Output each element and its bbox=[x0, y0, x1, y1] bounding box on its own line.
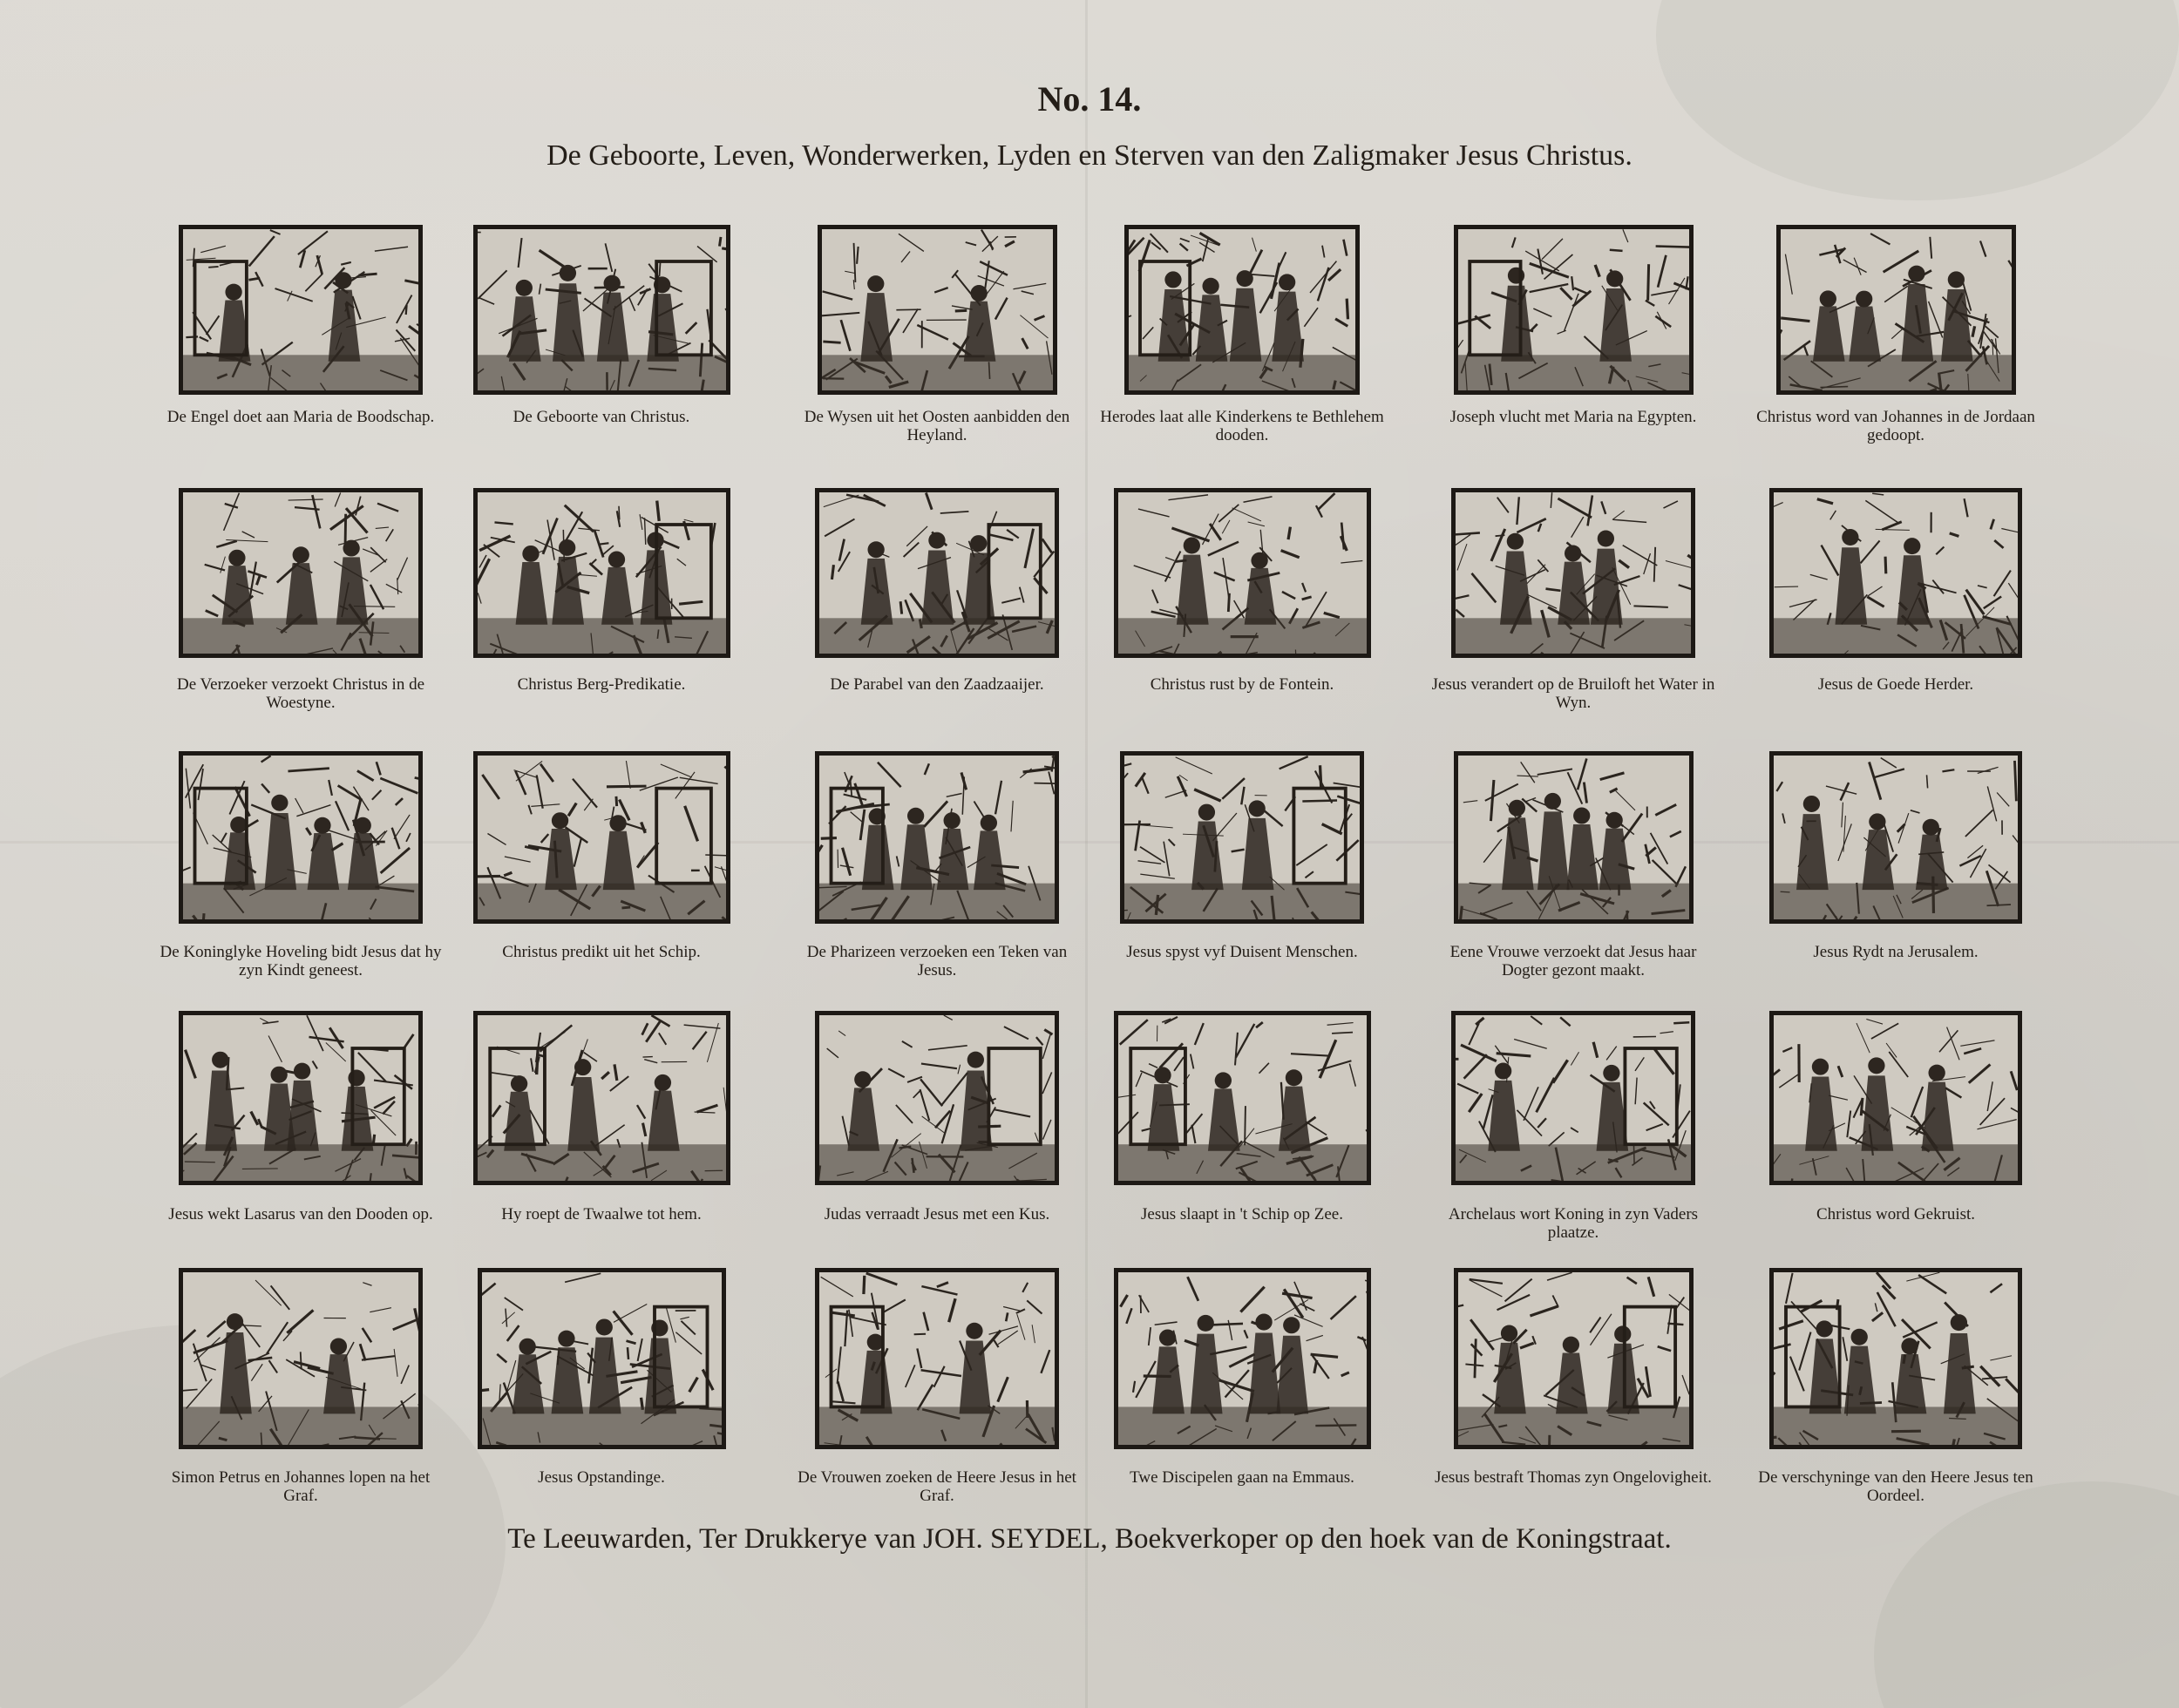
woodcut-caption: De verschyninge van den Heere Jesus ten Oordeel. bbox=[1758, 1468, 2033, 1505]
woodcut-caption: Jesus Opstandinge. bbox=[538, 1468, 665, 1487]
woodcut-engraving bbox=[822, 229, 1053, 390]
woodcut-image bbox=[815, 1011, 1059, 1185]
woodcut-image bbox=[1454, 1268, 1694, 1449]
woodcut-image bbox=[815, 488, 1059, 658]
woodcut-image bbox=[473, 488, 730, 658]
woodcut-image bbox=[179, 225, 423, 395]
woodcut-caption: Archelaus wort Koning in zyn Vaders plaatze. bbox=[1448, 1205, 1699, 1242]
woodcut-image bbox=[1114, 488, 1371, 658]
woodcut-image bbox=[473, 751, 730, 924]
woodcut-caption: Jesus Rydt na Jerusalem. bbox=[1813, 943, 1979, 961]
woodcut-caption: Christus Berg-Predikatie. bbox=[517, 675, 686, 694]
woodcut-image bbox=[478, 1268, 726, 1449]
woodcut-engraving bbox=[1456, 1015, 1691, 1181]
woodcut-caption: Judas verraadt Jesus met een Kus. bbox=[824, 1205, 1050, 1223]
woodcut-engraving bbox=[1774, 756, 2018, 919]
fold-line-vertical bbox=[1085, 0, 1088, 1708]
woodcut-engraving bbox=[183, 1015, 418, 1181]
woodcut-image bbox=[1451, 1011, 1695, 1185]
woodcut-engraving bbox=[819, 492, 1055, 654]
woodcut-engraving bbox=[1458, 1272, 1689, 1445]
woodcut-engraving bbox=[1118, 492, 1367, 654]
woodcut-caption: Christus word Gekruist. bbox=[1816, 1205, 1976, 1223]
woodcut-caption: Joseph vlucht met Maria na Egypten. bbox=[1449, 408, 1697, 426]
woodcut-caption: De Verzoeker verzoekt Christus in de Woestyne. bbox=[176, 675, 425, 712]
woodcut-caption: De Koninglyke Hoveling bidt Jesus dat hy zyn Kindt geneest. bbox=[160, 943, 442, 979]
woodcut-engraving bbox=[183, 1272, 418, 1445]
paper-stain bbox=[1874, 1481, 2179, 1708]
woodcut-engraving bbox=[183, 492, 418, 654]
woodcut-caption: De Vrouwen zoeken de Heere Jesus in het Graf. bbox=[798, 1468, 1076, 1505]
woodcut-engraving bbox=[1458, 756, 1689, 919]
woodcut-caption: Jesus spyst vyf Duisent Menschen. bbox=[1126, 943, 1358, 961]
woodcut-engraving bbox=[819, 1015, 1055, 1181]
woodcut-caption: Jesus wekt Lasarus van den Dooden op. bbox=[168, 1205, 433, 1223]
woodcut-image bbox=[1454, 225, 1694, 395]
woodcut-engraving bbox=[1118, 1015, 1367, 1181]
woodcut-engraving bbox=[1781, 229, 2012, 390]
woodcut-caption: Jesus verandert op de Bruiloft het Water in Wyn. bbox=[1431, 675, 1715, 712]
woodcut-image bbox=[1769, 1011, 2022, 1185]
printer-imprint: Te Leeuwarden, Ter Drukkerye van JOH. SEYDEL, Boekverkoper op den hoek van de Koningstraat. bbox=[507, 1523, 1672, 1555]
woodcut-engraving bbox=[478, 756, 726, 919]
woodcut-image bbox=[815, 751, 1059, 924]
woodcut-image bbox=[1124, 225, 1360, 395]
woodcut-engraving bbox=[1774, 492, 2018, 654]
woodcut-image bbox=[1114, 1011, 1371, 1185]
woodcut-caption: Eene Vrouwe verzoekt dat Jesus haar Dogter gezont maakt. bbox=[1449, 943, 1697, 979]
woodcut-caption: Simon Petrus en Johannes lopen na het Graf. bbox=[171, 1468, 431, 1505]
woodcut-engraving bbox=[1458, 229, 1689, 390]
woodcut-caption: Hy roept de Twaalwe tot hem. bbox=[501, 1205, 702, 1223]
woodcut-caption: Jesus de Goede Herder. bbox=[1817, 675, 1974, 694]
woodcut-image bbox=[1120, 751, 1364, 924]
woodcut-caption: Jesus bestraft Thomas zyn Ongelovigheit. bbox=[1435, 1468, 1712, 1487]
woodcut-engraving bbox=[1124, 756, 1360, 919]
woodcut-engraving bbox=[1456, 492, 1691, 654]
woodcut-engraving bbox=[478, 1015, 726, 1181]
woodcut-engraving bbox=[482, 1272, 722, 1445]
woodcut-caption: Christus predikt uit het Schip. bbox=[502, 943, 701, 961]
woodcut-engraving bbox=[183, 756, 418, 919]
woodcut-image bbox=[818, 225, 1057, 395]
woodcut-engraving bbox=[1118, 1272, 1367, 1445]
woodcut-engraving bbox=[819, 756, 1055, 919]
woodcut-caption: Herodes laat alle Kinderkens te Bethlehem dooden. bbox=[1100, 408, 1384, 444]
woodcut-engraving bbox=[819, 1272, 1055, 1445]
woodcut-image bbox=[1769, 488, 2022, 658]
woodcut-caption: De Pharizeen verzoeken een Teken van Jesus. bbox=[806, 943, 1068, 979]
woodcut-image bbox=[1114, 1268, 1371, 1449]
woodcut-image bbox=[1776, 225, 2016, 395]
woodcut-image bbox=[1769, 751, 2022, 924]
woodcut-engraving bbox=[183, 229, 418, 390]
woodcut-caption: Christus word van Johannes in de Jordaan gedoopt. bbox=[1756, 408, 2035, 444]
woodcut-engraving bbox=[1774, 1272, 2018, 1445]
woodcut-image bbox=[1769, 1268, 2022, 1449]
woodcut-caption: De Wysen uit het Oosten aanbidden den Heyland. bbox=[804, 408, 1070, 444]
sheet-title: De Geboorte, Leven, Wonderwerken, Lyden en Sterven van den Zaligmaker Jesus Christus. bbox=[546, 139, 1633, 172]
woodcut-image bbox=[473, 225, 730, 395]
woodcut-caption: Twe Discipelen gaan na Emmaus. bbox=[1130, 1468, 1354, 1487]
woodcut-engraving bbox=[478, 492, 726, 654]
sheet-number: No. 14. bbox=[1037, 79, 1142, 119]
woodcut-image bbox=[815, 1268, 1059, 1449]
woodcut-caption: De Geboorte van Christus. bbox=[513, 408, 690, 426]
woodcut-image bbox=[179, 488, 423, 658]
woodcut-engraving bbox=[478, 229, 726, 390]
woodcut-image bbox=[1454, 751, 1694, 924]
woodcut-caption: De Parabel van den Zaadzaaijer. bbox=[830, 675, 1044, 694]
woodcut-caption: Jesus slaapt in 't Schip op Zee. bbox=[1141, 1205, 1343, 1223]
woodcut-image bbox=[473, 1011, 730, 1185]
woodcut-engraving bbox=[1774, 1015, 2018, 1181]
woodcut-image bbox=[179, 1011, 423, 1185]
woodcut-image bbox=[1451, 488, 1695, 658]
woodcut-image bbox=[179, 751, 423, 924]
woodcut-caption: Christus rust by de Fontein. bbox=[1150, 675, 1334, 694]
woodcut-image bbox=[179, 1268, 423, 1449]
woodcut-engraving bbox=[1129, 229, 1355, 390]
woodcut-caption: De Engel doet aan Maria de Boodschap. bbox=[166, 408, 435, 426]
